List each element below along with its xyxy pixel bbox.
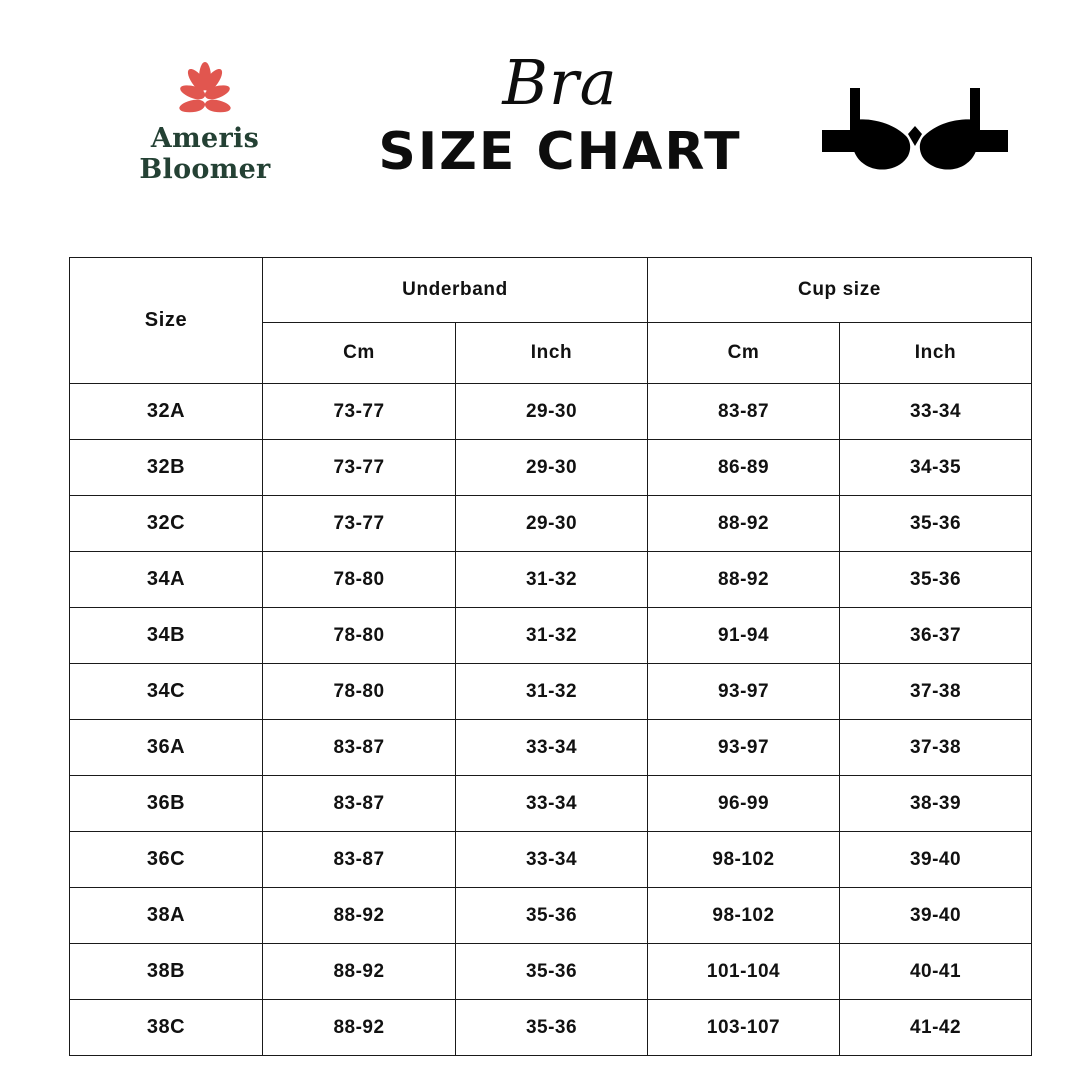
cell-cup-inch: 35-36 [840,552,1032,608]
cell-cup-cm: 98-102 [648,832,840,888]
cell-underband-inch: 31-32 [456,664,648,720]
cell-underband-inch: 29-30 [456,496,648,552]
column-header-underband-cm: Cm [263,323,456,384]
cell-size: 32C [70,496,263,552]
cell-underband-cm: 83-87 [263,832,456,888]
cell-underband-cm: 83-87 [263,720,456,776]
column-header-cup-cm: Cm [648,323,840,384]
cell-cup-cm: 83-87 [648,384,840,440]
size-chart-table-wrap [69,257,1011,1056]
table-row [70,1000,1032,1056]
cell-underband-inch: 29-30 [456,384,648,440]
bra-icon [820,74,1010,194]
cell-underband-cm: 78-80 [263,552,456,608]
brand-name-line-1: Ameris [150,123,260,154]
cell-size: 38A [70,888,263,944]
page-title [360,46,760,182]
cell-underband-cm: 73-77 [263,384,456,440]
cell-size: 32B [70,440,263,496]
cell-cup-cm: 103-107 [648,1000,840,1056]
cell-cup-cm: 101-104 [648,944,840,1000]
cell-cup-cm: 88-92 [648,552,840,608]
cell-size: 36A [70,720,263,776]
brand-block [80,62,330,186]
column-header-cup-size: Cup size [648,258,1032,323]
table-row [70,384,1032,440]
cell-size: 38B [70,944,263,1000]
cell-underband-cm: 73-77 [263,440,456,496]
table-row [70,440,1032,496]
cell-cup-cm: 88-92 [648,496,840,552]
cell-cup-inch: 39-40 [840,888,1032,944]
cell-cup-cm: 86-89 [648,440,840,496]
cell-underband-inch: 31-32 [456,608,648,664]
cell-size: 36B [70,776,263,832]
cell-underband-cm: 73-77 [263,496,456,552]
cell-size: 34C [70,664,263,720]
cell-cup-cm: 91-94 [648,608,840,664]
cell-cup-inch: 33-34 [840,384,1032,440]
cell-underband-cm: 88-92 [263,944,456,1000]
cell-cup-inch: 35-36 [840,496,1032,552]
cell-underband-inch: 35-36 [456,1000,648,1056]
table-row [70,832,1032,888]
cell-underband-inch: 29-30 [456,440,648,496]
cell-underband-inch: 33-34 [456,720,648,776]
cell-cup-inch: 34-35 [840,440,1032,496]
title-script: Bra [502,46,618,119]
cell-size: 32A [70,384,263,440]
table-row [70,664,1032,720]
table-row [70,496,1032,552]
column-header-size: Size [70,258,263,384]
cell-size: 36C [70,832,263,888]
table-row [70,720,1032,776]
cell-underband-cm: 83-87 [263,776,456,832]
cell-underband-inch: 35-36 [456,944,648,1000]
cell-cup-inch: 36-37 [840,608,1032,664]
table-header-row-groups [70,258,1032,323]
cell-size: 38C [70,1000,263,1056]
cell-cup-cm: 96-99 [648,776,840,832]
cell-cup-inch: 37-38 [840,720,1032,776]
cell-cup-inch: 41-42 [840,1000,1032,1056]
table-row [70,608,1032,664]
table-row [70,552,1032,608]
size-chart-table [69,257,1032,1056]
size-chart-body [70,384,1032,1056]
cell-underband-cm: 88-92 [263,1000,456,1056]
table-row [70,944,1032,1000]
cell-cup-cm: 93-97 [648,720,840,776]
cell-size: 34A [70,552,263,608]
column-header-underband: Underband [263,258,648,323]
cell-cup-inch: 37-38 [840,664,1032,720]
cell-underband-inch: 35-36 [456,888,648,944]
cell-cup-cm: 98-102 [648,888,840,944]
brand-name-line-2: Bloomer [139,153,271,185]
cell-underband-cm: 88-92 [263,888,456,944]
cell-underband-inch: 33-34 [456,832,648,888]
table-row [70,888,1032,944]
cell-cup-inch: 39-40 [840,832,1032,888]
title-main: SIZE CHART [378,122,742,182]
cell-cup-cm: 93-97 [648,664,840,720]
cell-underband-cm: 78-80 [263,608,456,664]
flower-petals-icon [160,62,250,120]
cell-cup-inch: 38-39 [840,776,1032,832]
cell-cup-inch: 40-41 [840,944,1032,1000]
cell-underband-inch: 31-32 [456,552,648,608]
column-header-cup-inch: Inch [840,323,1032,384]
cell-size: 34B [70,608,263,664]
cell-underband-cm: 78-80 [263,664,456,720]
cell-underband-inch: 33-34 [456,776,648,832]
table-row [70,776,1032,832]
page-header [0,46,1080,227]
column-header-underband-inch: Inch [456,323,648,384]
